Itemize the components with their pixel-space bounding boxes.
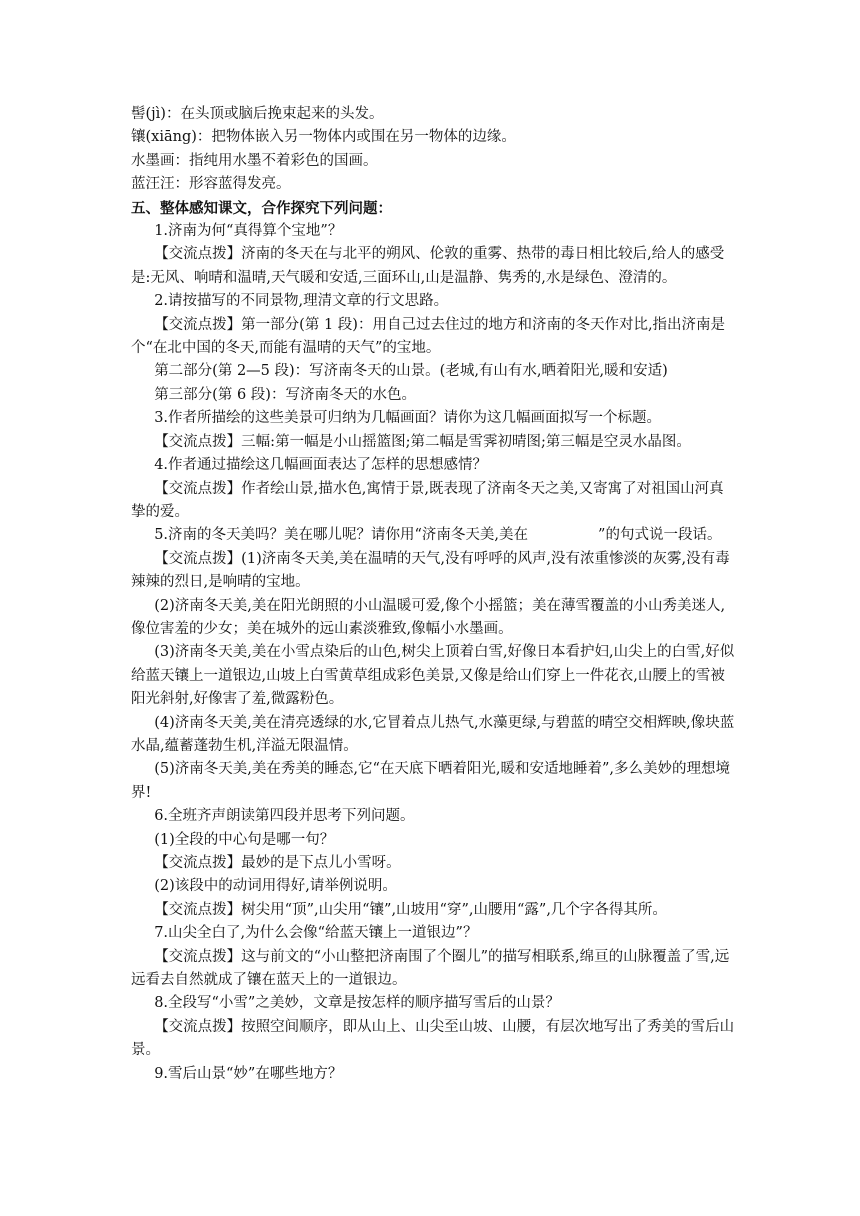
answer-5-item-2: (2)济南冬天美,美在阳光朗照的小山温暖可爱,像个小摇篮；美在薄雪覆盖的小山秀美迷人,像位害羞的少女；美在城外的远山素淡雅致,像幅小水墨画。 — [131, 597, 726, 637]
answer-5-item-3: (3)济南冬天美,美在小雪点染后的山色,树尖上顶着白雪,好像日本看护妇,山尖上的白雪,好似给蓝天镶上一道银边,山坡上白雪黄草组成彩色美景,又像是给山们穿上一件花衣,山腰上的雪被阳光斜射,好像害了羞,微露粉色。 — [131, 644, 735, 708]
definition-lanwangwang: 蓝汪汪：形容蓝得发亮。 — [131, 176, 291, 193]
section-heading: 五、整体感知课文，合作探究下列问题： — [131, 199, 392, 217]
answer-2-part-1: 【交流点拨】第一部分(第 1 段)：用自己过去住过的地方和济南的冬天作对比,指出济南是个“在北中国的冬天,而能有温晴的天气”的宝地。 — [131, 316, 726, 357]
answer-2-part-3: 第三部分(第 6 段)：写济南冬天的水色。 — [154, 386, 416, 403]
answer-3: 【交流点拨】三幅:第一幅是小山摇篮图;第二幅是雪霁初晴图;第三幅是空灵水晶图。 — [154, 433, 691, 450]
answer-7: 【交流点拨】这与前文的“小山整把济南围了个圈儿”的描写相联系,绵亘的山脉覆盖了雪,远远看去自然就成了镶在蓝天上的一道银边。 — [131, 948, 730, 989]
question-5-suffix: ”的句式说一段话。 — [598, 527, 722, 544]
answer-8: 【交流点拨】按照空间顺序，即从山上、山尖至山坡、山腰，有层次地写出了秀美的雪后山景。 — [131, 1018, 735, 1059]
question-6: 6.全班齐声朗读第四段并思考下列问题。 — [154, 808, 415, 825]
question-5-prefix: 5.济南的冬天美吗？美在哪儿呢？请你用“济南冬天美,美在 — [154, 527, 529, 544]
answer-4: 【交流点拨】作者绘山景,描水色,寓情于景,既表现了济南冬天之美,又寄寓了对祖国山河真挚的爱。 — [131, 480, 724, 520]
question-5 — [131, 524, 736, 547]
question-8: 8.全段写“小雪”之美妙，文章是按怎样的顺序描写雪后的山景？ — [154, 995, 560, 1012]
question-9: 9.雪后山景“妙”在哪些地方？ — [154, 1065, 343, 1082]
answer-5-item-4: (4)济南冬天美,美在清亮透绿的水,它冒着点儿热气,水藻更绿,与碧蓝的晴空交相辉映,像块蓝水晶,蕴蓄蓬勃生机,洋溢无限温情。 — [131, 714, 735, 754]
question-4: 4.作者通过描绘这几幅画面表达了怎样的思想感情？ — [154, 457, 488, 474]
definition-xiang: 镶(xiāng)：把物体嵌入另一物体内或围在另一物体的边缘。 — [131, 129, 516, 146]
answer-2-part-2: 第二部分(第 2—5 段)：写济南冬天的山景。(老城,有山有水,晒着阳光,暖和安适) — [154, 363, 668, 380]
answer-6-sub-2: 【交流点拨】树尖用“顶”,山尖用“镶”,山坡用“穿”,山腰用“露”,几个字各得其所。 — [154, 901, 667, 918]
question-1: 1.济南为何“真得算个宝地”？ — [154, 223, 343, 240]
question-7: 7.山尖全白了,为什么会像“给蓝天镶上一道银边”？ — [154, 925, 478, 942]
answer-6-sub-1: 【交流点拨】最妙的是下点儿小雪呀。 — [154, 855, 401, 871]
answer-1: 【交流点拨】济南的冬天在与北平的朔风、伦敦的重雾、热带的毒日相比较后,给人的感受是:无风、响晴和温晴,天气暖和安适,三面环山,山是温静、隽秀的,水是绿色、澄清的。 — [131, 246, 725, 286]
question-6-sub-1: (1)全段的中心句是哪一句？ — [154, 831, 335, 848]
question-3: 3.作者所描绘的这些美景可归纳为几幅画面？请你为这几幅画面拟写一个标题。 — [154, 410, 662, 427]
question-6-sub-2: (2)该段中的动词用得好,请举例说明。 — [154, 878, 397, 895]
question-2: 2.请按描写的不同景物,理清文章的行文思路。 — [154, 293, 449, 310]
answer-5-item-1: 【交流点拨】(1)济南冬天美,美在温晴的天气,没有呼呼的风声,没有浓重惨淡的灰雾,没有毒辣辣的烈日,是响晴的宝地。 — [131, 550, 730, 591]
definition-ji: 髻(jì)：在头顶或脑后挽束起来的头发。 — [131, 106, 384, 122]
answer-5-item-5: (5)济南冬天美,美在秀美的睡态,它“在天底下晒着阳光,暖和安适地睡着”,多么美妙的理想境界! — [131, 761, 730, 801]
definition-shuimohua: 水墨画：指纯用水墨不着彩色的国画。 — [131, 152, 378, 169]
document-body — [131, 103, 736, 1086]
